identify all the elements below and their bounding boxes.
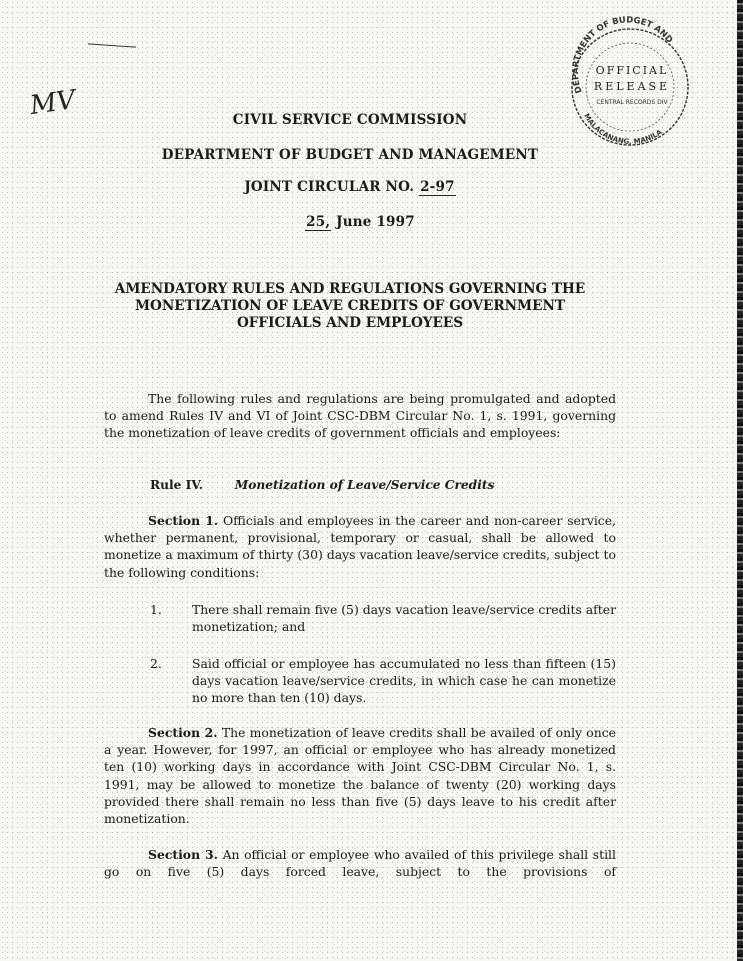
section-1-text: Officials and employees in the career and non-career service, whether permanent, provisional, temporary or casual, shall be allowed to monetize a maximum of thirty (30) days vacation leave/service credits, subject to the following conditions: — [104, 513, 616, 580]
stamp-bottom-text: MALACANANG, MANILA — [582, 112, 664, 146]
stamp-line-1: OFFICIAL — [595, 64, 669, 77]
date-line — [10, 214, 710, 230]
pen-mark — [88, 43, 136, 47]
condition-1-text: There shall remain five (5) days vacation leave/service credits after monetization; and — [192, 602, 616, 635]
document-title — [100, 281, 600, 332]
title-line-2: MONETIZATION OF LEAVE CREDITS OF GOVERNMENT — [134, 298, 565, 314]
section-3-text: An official or employee who availed of this privilege shall still go on five (5) days forced leave, subject to the provisions of — [104, 847, 616, 880]
section-3-label: Section 3. — [148, 847, 218, 862]
stamp-line-3: CENTRAL RECORDS DIV — [596, 99, 668, 106]
title-line-3: OFFICIALS AND EMPLOYEES — [236, 315, 464, 331]
intro-paragraph: The following rules and regulations are being promulgated and adopted to amend Rules IV and VI of Joint CSC-DBM Circular No. 1, s. 1991, governing the monetization of leave credits of government officials and employees: — [104, 391, 616, 441]
handwritten-initials: MV — [28, 84, 78, 122]
scan-edge — [737, 0, 743, 961]
circular-label: JOINT CIRCULAR NO. — [244, 179, 415, 195]
section-1-label: Section 1. — [148, 513, 219, 528]
section-1 — [104, 512, 616, 581]
stamp-arc-text: DEPARTMENT OF BUDGET AND — [570, 15, 675, 95]
circular-number-line — [0, 179, 700, 195]
circular-number: 2-97 — [420, 179, 455, 195]
title-line-1: AMENDATORY RULES AND REGULATIONS GOVERNING THE — [114, 281, 586, 297]
rule-label: Rule IV. — [150, 478, 203, 492]
section-2-label: Section 2. — [148, 725, 218, 740]
stamp-line-2: RELEASE — [593, 80, 671, 93]
section-2-text: The monetization of leave credits shall be availed of only once a year. However, for 1997, an official or employee who has already monetized ten (10) working days in accordance with Joint CSC-DBM Circular No. 1, s. 1991, may be allowed to monetize the balance of twenty (20) working days provided there shall remain no less than five (5) days leave to his credit after monetization. — [104, 725, 616, 827]
condition-2-num: 2. — [150, 656, 162, 671]
header-csc: CIVIL SERVICE COMMISSION — [232, 112, 468, 128]
condition-1-num: 1. — [150, 602, 162, 617]
rule-name: Monetization of Leave/Service Credits — [234, 478, 495, 492]
section-3 — [104, 846, 616, 880]
header-dbm: DEPARTMENT OF BUDGET AND MANAGEMENT — [161, 147, 539, 163]
date-day: 25, — [306, 214, 331, 230]
section-2 — [104, 724, 616, 827]
condition-2-text: Said official or employee has accumulated no less than fifteen (15) days vacation leave/service credits, in which case he can monetize no more than ten (10) days. — [192, 656, 616, 706]
rule-heading — [150, 478, 494, 492]
official-release-stamp — [560, 12, 695, 152]
date-month-year: June 1997 — [336, 214, 415, 230]
